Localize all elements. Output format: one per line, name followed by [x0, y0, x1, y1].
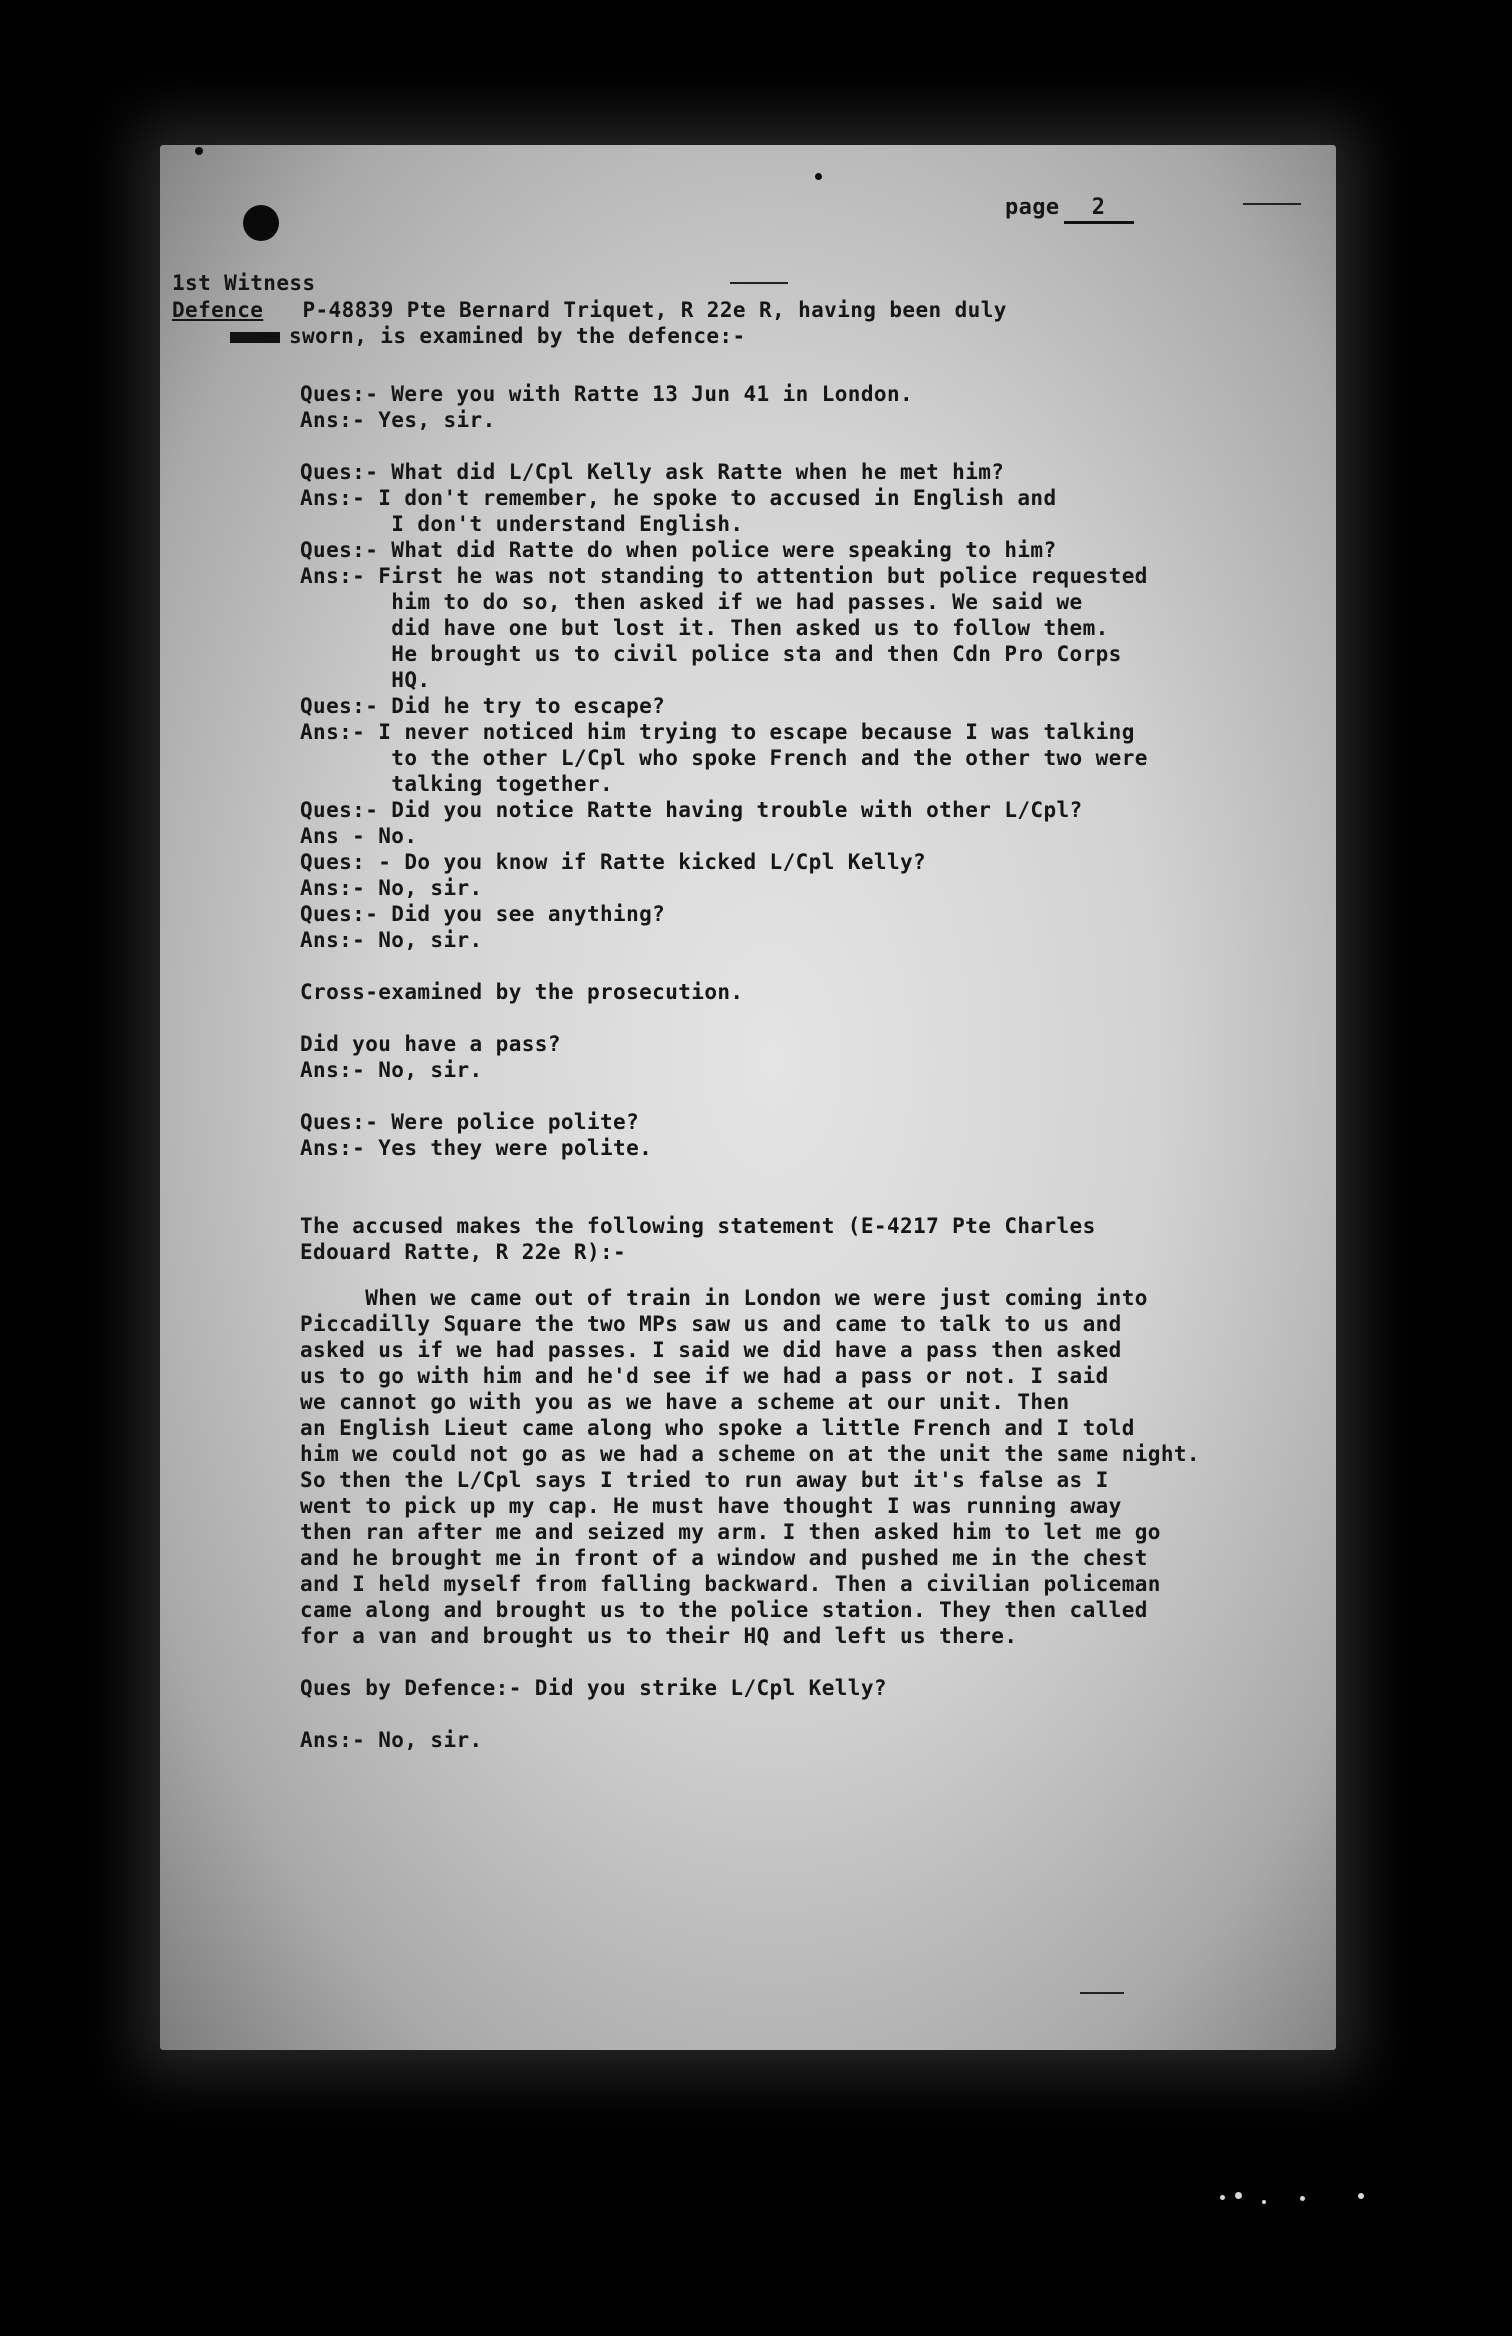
- page-label-text: page: [1005, 195, 1060, 220]
- exam-line: I don't understand English.: [300, 512, 744, 536]
- statement-line: and he brought me in front of a window and pushed me in the chest: [300, 1546, 1148, 1570]
- statement-line: asked us if we had passes. I said we did have a pass then asked: [300, 1338, 1122, 1362]
- exam-line: to the other L/Cpl who spoke French and the other two were: [300, 746, 1148, 770]
- document-page: [160, 145, 1336, 2050]
- statement-line: us to go with him and he'd see if we had a pass or not. I said: [300, 1364, 1109, 1388]
- exam-line: Ques:- Did you see anything?: [300, 902, 666, 926]
- exam-line: Ans:- First he was not standing to attention but police requested: [300, 564, 1148, 588]
- exam-line: Ques:- Were you with Ratte 13 Jun 41 in London.: [300, 382, 914, 406]
- scan-speck: [1300, 2196, 1305, 2201]
- exam-line: Ans:- Yes, sir.: [300, 408, 496, 432]
- cross-line: Did you have a pass?: [300, 1032, 561, 1056]
- statement-line: and I held myself from falling backward. Then a civilian policeman: [300, 1572, 1161, 1596]
- page-number-label: [1005, 195, 1134, 224]
- exam-line: Ans:- I don't remember, he spoke to accused in English and: [300, 486, 1057, 510]
- exam-line: Ans:- No, sir.: [300, 928, 483, 952]
- scan-speck: [1262, 2200, 1266, 2204]
- statement-line: Piccadilly Square the two MPs saw us and came to talk to us and: [300, 1312, 1122, 1336]
- defence-label: Defence: [172, 298, 264, 322]
- exam-line: him to do so, then asked if we had passes. We said we: [300, 590, 1083, 614]
- statement-line: came along and brought us to the police station. They then called: [300, 1598, 1148, 1622]
- typed-statement: [160, 145, 1336, 2050]
- defence-line: [172, 297, 1007, 323]
- sworn-text: sworn, is examined by the defence:-: [289, 324, 746, 348]
- exam-line: HQ.: [300, 668, 431, 692]
- scan-speck: [1358, 2193, 1364, 2199]
- statement-line: So then the L/Cpl says I tried to run away but it's false as I: [300, 1468, 1109, 1492]
- scan-speck: [1235, 2192, 1242, 2199]
- defence-answer: Ans:- No, sir.: [300, 1728, 483, 1752]
- statement-intro: The accused makes the following statement (E-4217 Pte Charles: [300, 1214, 1096, 1238]
- exam-line: Ques:- Did you notice Ratte having trouble with other L/Cpl?: [300, 798, 1083, 822]
- statement-line: him we could not go as we had a scheme on at the unit the same night.: [300, 1442, 1200, 1466]
- exam-line: Ques:- What did L/Cpl Kelly ask Ratte when he met him?: [300, 460, 1005, 484]
- scan-speck: [1220, 2195, 1225, 2200]
- cross-line: Ans:- No, sir.: [300, 1058, 483, 1082]
- statement-intro: Edouard Ratte, R 22e R):-: [300, 1240, 627, 1264]
- cross-line: Ques:- Were police polite?: [300, 1110, 640, 1134]
- statement-line: went to pick up my cap. He must have thought I was running away: [300, 1494, 1122, 1518]
- struck-out-word: [230, 332, 280, 343]
- statement-line: then ran after me and seized my arm. I then asked him to let me go: [300, 1520, 1161, 1544]
- cross-heading: Cross-examined by the prosecution.: [300, 980, 744, 1004]
- exam-line: Ans:- I never noticed him trying to escape because I was talking: [300, 720, 1135, 744]
- exam-line: talking together.: [300, 772, 614, 796]
- sworn-line: [230, 323, 746, 349]
- exam-line: did have one but lost it. Then asked us to follow them.: [300, 616, 1109, 640]
- exam-line: Ans:- No, sir.: [300, 876, 483, 900]
- witness-heading: 1st Witness: [172, 271, 316, 295]
- cross-line: Ans:- Yes they were polite.: [300, 1136, 653, 1160]
- exam-line: He brought us to civil police sta and then Cdn Pro Corps: [300, 642, 1122, 666]
- page-number: 2: [1064, 195, 1134, 224]
- defence-question: Ques by Defence:- Did you strike L/Cpl Kelly?: [300, 1676, 887, 1700]
- statement-line: we cannot go with you as we have a scheme at our unit. Then: [300, 1390, 1070, 1414]
- statement-line: for a van and brought us to their HQ and left us there.: [300, 1624, 1018, 1648]
- exam-line: Ans - No.: [300, 824, 418, 848]
- exam-line: Ques: - Do you know if Ratte kicked L/Cpl Kelly?: [300, 850, 927, 874]
- exam-line: Ques:- Did he try to escape?: [300, 694, 666, 718]
- defence-text: P-48839 Pte Bernard Triquet, R 22e R, having been duly: [302, 298, 1007, 322]
- exam-line: Ques:- What did Ratte do when police were speaking to him?: [300, 538, 1057, 562]
- statement-line: an English Lieut came along who spoke a little French and I told: [300, 1416, 1135, 1440]
- statement-line: When we came out of train in London we were just coming into: [300, 1286, 1148, 1310]
